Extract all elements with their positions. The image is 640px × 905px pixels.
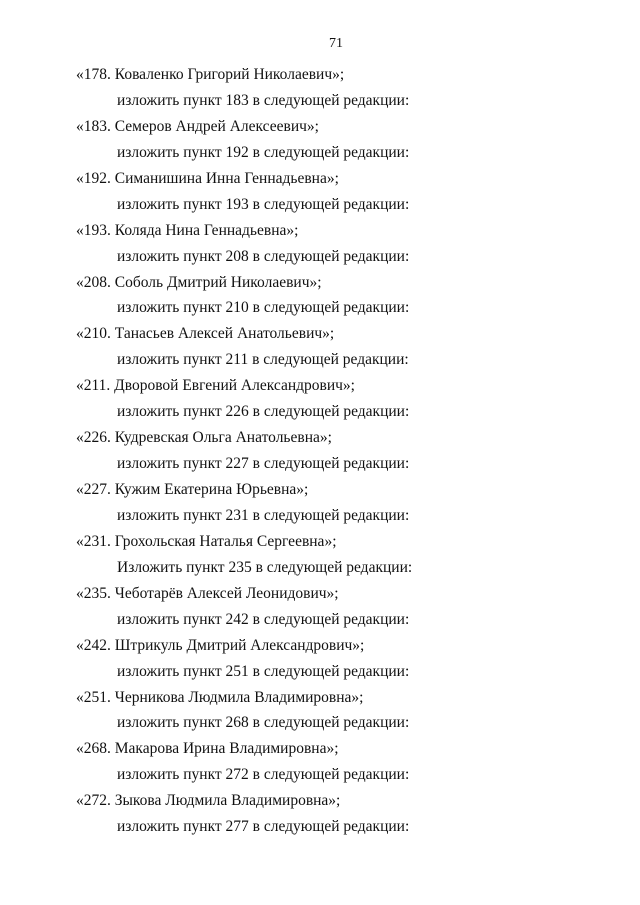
list-entry-line: «192. Симанишина Инна Геннадьевна»;	[76, 169, 339, 187]
amendment-instruction-line: изложить пункт 251 в следующей редакции:	[117, 662, 410, 680]
amendment-instruction-line: изложить пункт 226 в следующей редакции:	[117, 403, 410, 421]
list-entry-line: «208. Соболь Дмитрий Николаевич»;	[76, 273, 322, 291]
list-entry-line: «227. Кужим Екатерина Юрьевна»;	[76, 481, 309, 498]
amendment-instruction-line: изложить пункт 210 в следующей редакции:	[117, 299, 410, 317]
amendment-instruction-line: изложить пункт 183 в следующей редакции:	[117, 91, 410, 109]
amendment-instruction-line: Изложить пункт 235 в следующей редакции:	[117, 558, 413, 576]
list-entry-line: «178. Коваленко Григорий Николаевич»;	[76, 66, 345, 83]
page-number: 71	[329, 36, 343, 51]
amendment-instruction-line: изложить пункт 227 в следующей редакции:	[117, 455, 410, 473]
amendment-instruction-line: изложить пункт 268 в следующей редакции:	[117, 714, 410, 732]
amendment-instruction-line: изложить пункт 208 в следующей редакции:	[117, 247, 410, 265]
text-body	[0, 66, 640, 844]
amendment-instruction-line: изложить пункт 277 в следующей редакции:	[117, 818, 410, 836]
list-entry-line: «183. Семеров Андрей Алексеевич»;	[76, 117, 319, 135]
list-entry-line: «211. Дворовой Евгений Александрович»;	[76, 377, 355, 395]
amendment-instruction-line: изложить пункт 193 в следующей редакции:	[117, 195, 410, 213]
amendment-instruction-line: изложить пункт 192 в следующей редакции:	[117, 143, 410, 161]
list-entry-line: «235. Чеботарёв Алексей Леонидович»;	[76, 584, 339, 602]
list-entry-line: «210. Танасьев Алексей Анатольевич»;	[76, 325, 335, 343]
list-entry-line: «272. Зыкова Людмила Владимировна»;	[76, 792, 341, 810]
list-entry-line: «242. Штрикуль Дмитрий Александрович»;	[76, 636, 365, 654]
list-entry-line: «268. Макарова Ирина Владимировна»;	[76, 740, 339, 758]
amendment-instruction-line: изложить пункт 211 в следующей редакции:	[117, 351, 409, 369]
amendment-instruction-line: изложить пункт 231 в следующей редакции:	[117, 506, 410, 524]
list-entry-line: «251. Черникова Людмила Владимировна»;	[76, 688, 364, 706]
list-entry-line: «231. Грохольская Наталья Сергеевна»;	[76, 532, 337, 550]
amendment-instruction-line: изложить пункт 272 в следующей редакции:	[117, 766, 410, 784]
list-entry-line: «226. Кудревская Ольга Анатольевна»;	[76, 429, 332, 447]
list-entry-line: «193. Коляда Нина Геннадьевна»;	[76, 221, 299, 239]
amendment-instruction-line: изложить пункт 242 в следующей редакции:	[117, 610, 410, 628]
